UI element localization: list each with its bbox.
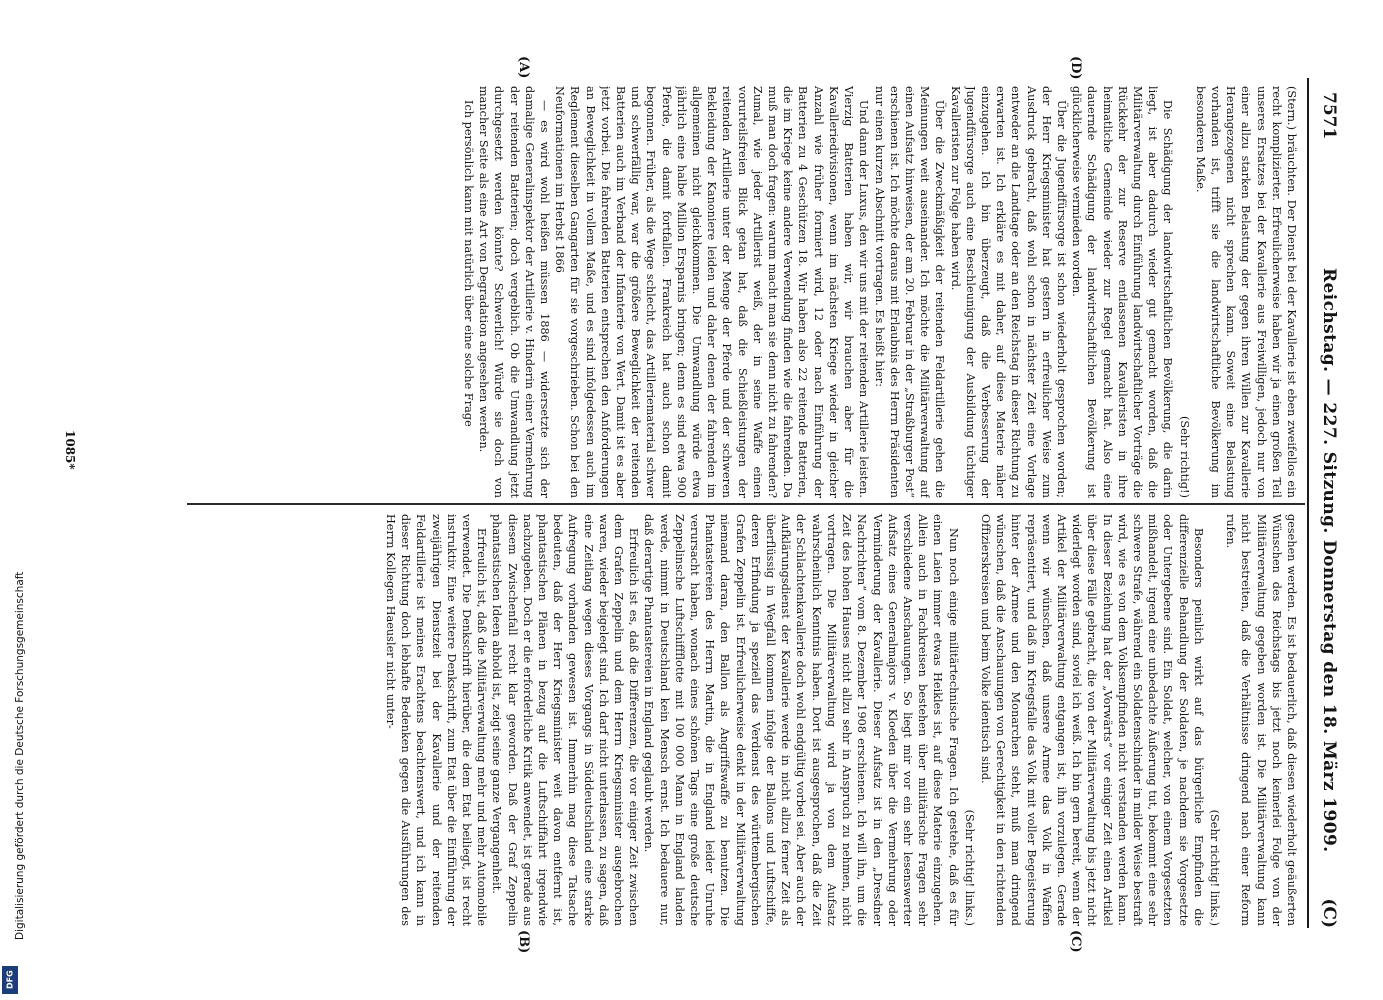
- applause-note: (Sehr richtig! links.): [962, 809, 976, 926]
- quoted-paragraph: Und dann der Luxus, den wir uns mit der reitenden Artillerie leisten. Vierzig Batterien haben wir, wir brauchen aber für die Kavalleriedivisionen, wenn im nächsten Kriege wieder in gleicher Anzahl wie früher formiert wird, 12 oder nach Einführung der Batterien zu 4 Geschützen 18. Wir haben also 22 reitende Batterien, die im Kriege keine andere Verwendung finden wie die fahrenden. Da muß man doch fragen: warum macht man sie denn nicht zu fahrenden? Zumal, wie jeder Artillerist weiß, der in seine Waffe einen vorurteilsfreien Blick getan hat, daß die Schießleistungen der reitenden Artillerie unter der Menge der Pferde und der schweren Bekleidung der Kanoniere leiden und daher denen der fahrenden im allgemeinen nicht gleichkommen. Die Umwandlung würde etwa jährlich eine halbe Million Ersparnis bringen; denn es sind etwa 900 Pferde, die damit fortfallen. Frankreich hat auch schon damit begonnen. Früher, als die Wege schlecht, das Artilleriematerial schwer und schwerfällig war, war die größere Beweglichkeit der reitenden Batterien auch im Verband der Infanterie von Wert. Damit ist es aber jetzt vorbei. Die fahrenden Batterien entsprechen den Anforderungen an Beweglichkeit in vollem Maße, und es sind infolgedessen auch im Reglement dieselben Gangarten für sie vorgeschrieben. Schon bei den Neuformationen im Herbst 1866: [553, 86, 871, 498]
- margin-mark-b: (B): [516, 930, 531, 954]
- column-divider: [187, 503, 1305, 505]
- paragraph: gesehen werden. Es ist bedauerlich, daß diesen wiederholt geäußerten Wünschen des Reichstags bis jetzt noch keinerlei Folge von der Militärverwaltung gegeben worden ist. Die Militärverwaltung kann nicht bestreiten, daß die Verhältnisse dringend nach einer Reform rufen.: [1224, 514, 1298, 926]
- header-rule: [1307, 78, 1309, 928]
- paragraph: — es wird wohl heißen müssen 1886 — widersetzte sich der damalige Generalinspektor der Artillerie v. Hinderin einer Vermehrung der reitenden Batterien; doch vergeblich. Ob die Umwandlung jetzt durchgesetzt werden könnte? Schwerlich! Würde sie doch von mancher Seite als eine Art von Degradation angesehen werden.: [477, 86, 552, 498]
- applause-note: (Sehr richtig! links.): [1207, 809, 1221, 926]
- margin-mark-c-header: (C): [1319, 898, 1339, 928]
- left-column: [94, 86, 1299, 498]
- paragraph: Nun noch einige militärtechnische Fragen. Ich gestehe, daß es für einen Laien immer etwas Heikles ist, auf diese Materie einzugehen. Allein auch in Fachkreisen bestehen über militärische Fragen sehr verschiedene Anschauungen. So liegt mir vor ein sehr lesenswerter Aufsatz eines Generalmajors v. Kloeden über die Vermehrung oder Verminderung der Kavallerie. Dieser Aufsatz ist in den „Dresdner Nachrichten“ vom 8. Dezember 1908 erschienen. Ich will ihn, um die Zeit des hohen Hauses nicht allzu sehr in Anspruch zu nehmen, nicht vortragen. Die Militärverwaltung wird ja von dem Aufsatz wahrscheinlich Kenntnis haben. Dort ist ausgesprochen, daß die Zeit der Schlachtenkavallerie doch wohl endgültig vorbei sei. Aber auch der Aufklärungsdienst der Kavallerie werde in nicht allzu ferner Zeit als überflüssig in Wegfall kommen infolge der Ballons und Luftschiffe, deren Erfindung ja speziell das Verdienst des württembergischen Grafen Zeppelin ist. Erfreulicherweise denkt in der Militärverwaltung niemand daran, den Ballon als Angriffswaffe zu benutzen. Die Phantastereien des Herrn Martin, die in England leider Unruhe verursacht haben, wonach eines schönen Tags eine große deutsche Zeppelinsche Luftschiffflotte mit 100 000 Mann in England landen werde, nimmt in Deutschland kein Mensch ernst. Ich bedauere nur, daß derartige Phantastereien in England geglaubt werden.: [642, 514, 960, 926]
- digitization-strip: [0, 0, 26, 1000]
- dfg-logo-icon: DFG: [2, 966, 18, 994]
- margin-mark-c: (C): [1068, 930, 1083, 953]
- page-footer-number: 1085*: [63, 430, 77, 470]
- applause-note: (Sehr richtig!): [1177, 415, 1191, 498]
- paragraph: Die Schädigung der landwirtschaftlichen Bevölkerung, die darin liegt, ist aber dadurch wieder gut gemacht worden, daß die Militärverwaltung durch Einführung landwirtschaftlicher Vorträge die Rückkehr der zur Reserve entlassenen Kavalleristen in ihre heimatliche Gemeinde wieder zur Regel gemacht hat. Also eine dauernde Schädigung der landwirtschaftlichen Bevölkerung ist glücklicherweise vermieden worden.: [1070, 86, 1175, 498]
- paragraph: Ich persönlich kann mit natürlich über eine solche Frage: [462, 100, 476, 427]
- digitization-note: Digitalisierung gefördert durch die Deutsche Forschungsgemeinschaft: [14, 571, 26, 940]
- margin-mark-d: (D): [1068, 56, 1083, 80]
- right-column: [94, 514, 1299, 926]
- paragraph: Erfreulich ist es, daß die Differenzen, die vor einiger Zeit zwischen dem Grafen Zeppelin und dem Herrn Kriegsminister ausgebrochen waren, wieder beigelegt sind. Ich darf nicht unterlassen, zu sagen, daß eine Zeitlang wegen dieses Vorgangs in Süddeutschland eine starke Aufregung vorhanden gewesen ist. Immerhin mag diese Tatsache bedeuten, daß der Herr Kriegsminister weit davon entfernt ist, phantastischen Plänen in bezug auf die Luftschiffahrt irgendwie nachzugeben. Doch er die erforderliche Kritik anwendet, ist gerade aus diesem Zwischenfall recht klar geworden. Daß der Graf Zeppelin phantastischen Ideen abhold ist, zeigt seine ganze Vergangenheit.: [490, 514, 641, 926]
- paragraph: Besonders peinlich wirkt auf das bürgerliche Empfinden die differenzielle Behandlung der Soldaten, je nachdem sie Vorgesetzte oder Untergebene sind. Ein Soldat, welcher, von einem Vorgesetzten mißhandelt, irgend eine unbedachte Äußerung tut, bekommt eine sehr schwere Strafe, während ein Soldatenschinder in milder Weise bestraft wird, wie es von dem Volksempfinden nicht verstanden werden kann. In dieser Beziehung hat der „Vorwärts“ vor einiger Zeit einen Artikel über diese Fälle gebracht, die von der Militärverwaltung bis jetzt nicht widerlegt worden sind, soviel ich weiß. Ich bin gern bereit, wenn der Artikel der Militärverwaltung entgangen ist, ihn vorzulegen. Gerade wenn wir wünschen, daß unsere Armee das Volk in Waffen repräsentiert, und daß im Kriegsfalle das Volk mit voller Begeisterung hinter der Armee und den Monarchen steht, muß man dringend wünschen, daß die Anschauungen von Gerechtigkeit in den richtenden Offizierskreisen und beim Volke identisch sind.: [978, 514, 1205, 926]
- paragraph: Erfreulich ist, daß die Militärverwaltung mehr und mehr Automobile verwendet. Die Denkschrift hierüber, die dem Etat beiliegt, ist recht instruktiv. Eine weitere Denkschrift, zum Etat über die Einführung der zweijährigen Dienstzeit bei der Kavallerie und der reitenden Feldartillerie ist meines Erachtens beachtenswert, und ich kann in dieser Richtung doch lebhafte Bedenken gegen die Ausführungen des Herrn Kollegen Haeusler nicht unter-: [384, 514, 489, 926]
- paragraph: (Stern.) bräuchten. Der Dienst bei der Kavallerie ist eben zweifellos ein recht komplizierter. Erfreulicherweise haben wir ja einen großen Teil unseres Ersatzes bei der Kavallerie aus Freiwilligen, jedoch nur von einer allzu starken Belastung der gegen ihren Willen zur Kavallerie Herangezogenen nicht sprechen kann. Soweit eine Belastung vorhanden ist, trifft sie die landwirtschaftliche Bevölkerung im besonderen Maße.: [1193, 86, 1298, 498]
- margin-mark-a: (A): [516, 56, 531, 79]
- page-header: [1307, 78, 1349, 928]
- page-number-top: 7571: [1319, 92, 1339, 140]
- paragraph: Über die Jugendfürsorge ist schon wiederholt gesprochen worden; der Herr Kriegsminister hat gestern in erfreulicher Weise zum Ausdruck gebracht, daß wohl schon in nächster Zeit eine Vorlage entweder an die Landtage oder an den Reichstag in dieser Richtung zu erwarten ist. Ich erkläre es mit daher, auf diese Materie näher einzugehen. Ich bin überzeugt, daß die Verbesserung der Jugendfürsorge auch eine Beschleunigung der Ausbildung tüchtiger Kavalleristen zur Folge haben wird.: [948, 86, 1068, 498]
- session-title: Reichstag. — 227. Sitzung. Donnerstag den 18. März 1909.: [1319, 268, 1339, 853]
- paragraph: Über die Zweckmäßigkeit der reitenden Feldartillerie gehen die Meinungen weit auseinander. Ich möchte die Militärverwaltung auf einen Aufsatz hinweisen, der am 20. Februar in der „Straßburger Post“ erschienen ist. Ich möchte daraus mit Erlaubnis des Herrn Präsidenten nur einen kurzen Abschnitt vortragen. Es heißt hier:: [872, 86, 947, 498]
